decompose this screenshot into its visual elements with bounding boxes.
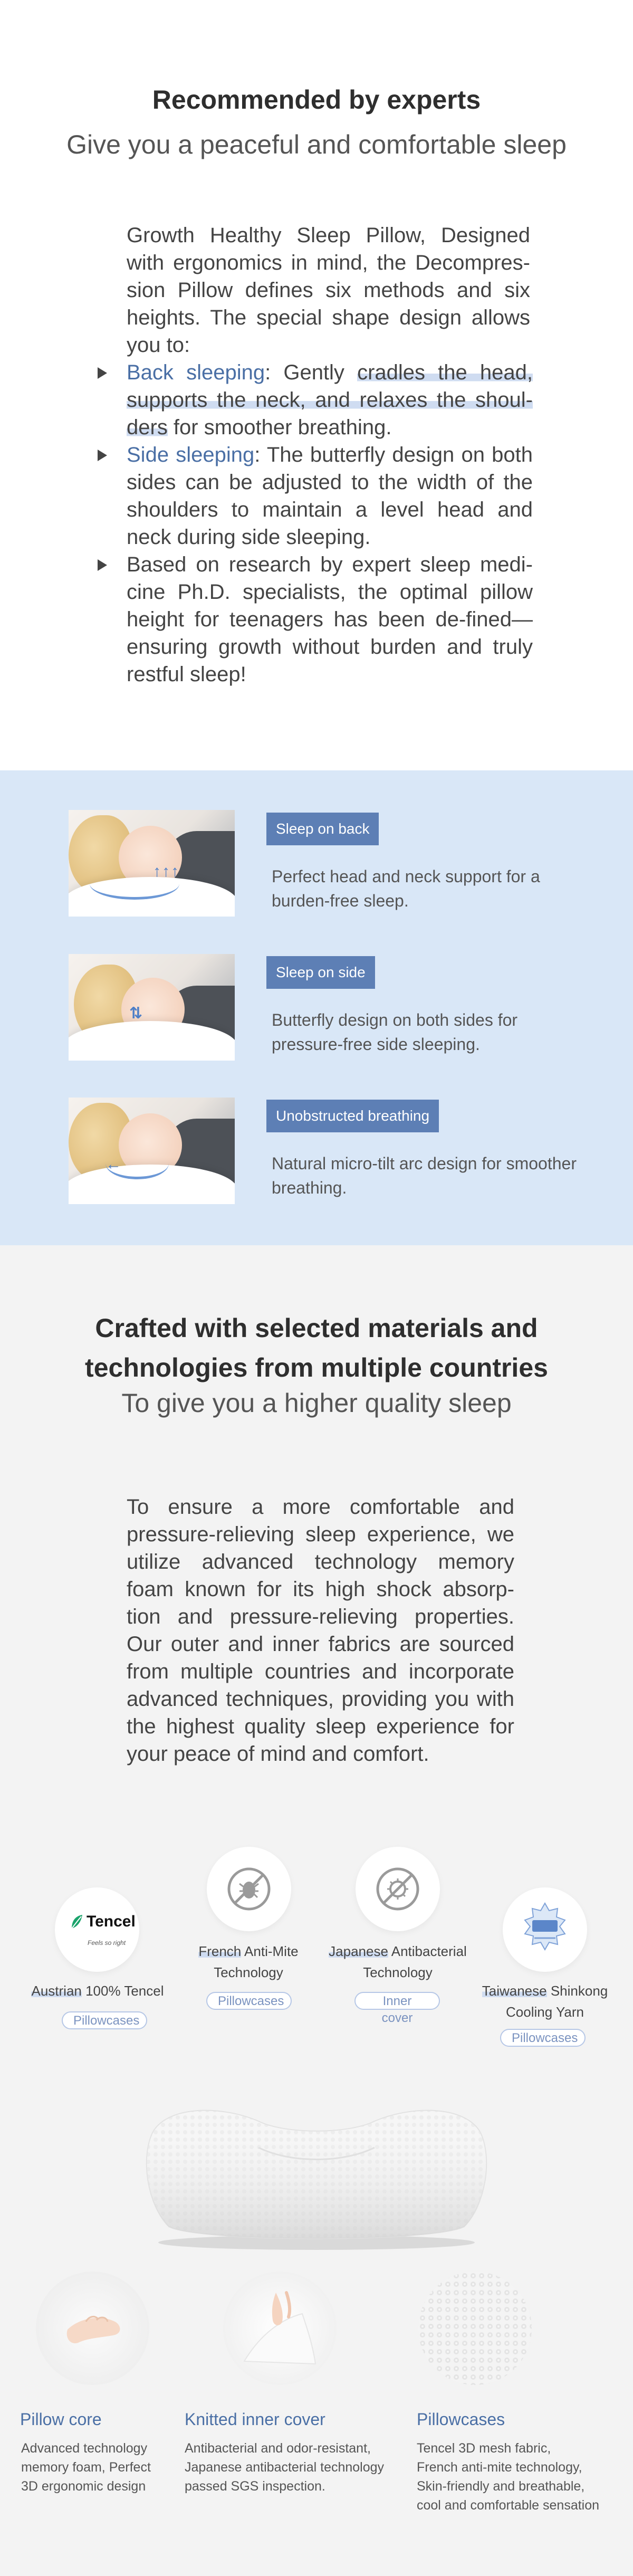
material-label: Shinkong: [546, 1983, 608, 1999]
feature-tag-breathing: Unobstructed breathing: [266, 1100, 439, 1132]
material-label: Cooling Yarn: [506, 2004, 584, 2020]
material-origin: Japanese: [329, 1943, 388, 1959]
material-name-anti-mite: [177, 1941, 320, 1983]
intro-paragraph: Growth Healthy Sleep Pillow, Designed with ergonomics in mind, the Decompres-sion Pillow defines six methods and six heights. The special shape design allows you to:: [127, 224, 530, 357]
usage-pill: Inner cover: [354, 1992, 440, 2010]
shinkong-logo: [503, 1887, 587, 1972]
feature-desc-side: Butterfly design on both sides for pressure-free side sleeping.: [272, 1010, 518, 1054]
material-label: 100% Tencel: [81, 1983, 164, 1999]
arrow-left-icon: ←: [106, 1156, 122, 1173]
bullet-triangle-icon: [98, 450, 107, 461]
material-label: Technology: [214, 1964, 283, 1980]
feature-desc-core: Advanced technology memory foam, Perfect 3D ergonomic design: [21, 2441, 151, 2494]
arrow-up-icon: ↑↑↑: [153, 863, 180, 880]
pillow-core-image: [36, 2272, 149, 2385]
logo-text: Tencel: [87, 1913, 136, 1930]
materials-paragraph: To ensure a more comfortable and pressure-relieving sleep experience, we utilize advanced technology memory foam known for its high shock absorp-tion and pressure-relieving properties. Our outer and inner fabrics are sourced from multiple countries and incorporate advanced techniques, providing you with the highest quality sleep experience for your peace of mind and comfort.: [127, 1495, 514, 1766]
inner-cover-image: [223, 2272, 337, 2385]
feature-tag-back: Sleep on back: [266, 813, 379, 845]
title-line-2: technologies from multiple countries: [85, 1353, 548, 1382]
feature-title-inner-cover: Knitted inner cover: [185, 2410, 325, 2429]
sleep-position-section: [0, 770, 633, 1245]
expert-recommendation-section: [0, 0, 633, 770]
tencel-logo: [55, 1887, 139, 1972]
feature-desc-inner-cover: Antibacterial and odor-resistant, Japanese antibacterial technology passed SGS inspection.: [185, 2441, 385, 2494]
material-name-antibacterial: [319, 1941, 477, 1983]
usage-pill: Pillowcases: [62, 2011, 147, 2029]
title-line-1: Crafted with selected materials and: [95, 1313, 538, 1343]
antibacterial-icon-circle: [356, 1847, 440, 1931]
bullet-text: Based on research by expert sleep medi-cine Ph.D. specialists, the optimal pillow height for teenagers has been de-fined—ensuring growth without burden and truly restful sleep!: [127, 553, 533, 686]
leaf-icon: [71, 1914, 83, 1930]
back-sleep-photo: [69, 810, 235, 917]
logo-tagline: Feels so right: [88, 1939, 126, 1947]
side-sleep-photo: [69, 954, 235, 1061]
feature-desc-pillowcases: Tencel 3D mesh fabric, French anti-mite technology, Skin-friendly and breathable, cool and comfortable sensation: [417, 2441, 600, 2513]
feature-title-pillowcases: Pillowcases: [417, 2410, 505, 2429]
material-label: Technology: [363, 1964, 433, 1980]
material-label: Anti-Mite: [241, 1943, 299, 1959]
section-title: Recommended by experts: [152, 85, 481, 115]
bullet-keyword: Back sleeping: [127, 361, 265, 384]
section-subtitle: To give you a higher quality sleep: [121, 1388, 512, 1418]
anti-mite-icon-circle: [207, 1847, 291, 1931]
material-origin: French: [198, 1943, 242, 1959]
breathing-photo: [69, 1098, 235, 1204]
bullet-text: for smoother breathing.: [167, 416, 392, 439]
usage-pill: Pillowcases: [500, 2029, 586, 2047]
pillow-product-image: [137, 2084, 496, 2253]
feature-tag-side: Sleep on side: [266, 956, 375, 989]
highlighted-text: cradles the head, supports the neck, and relaxes the shoul-ders: [127, 361, 533, 439]
feature-title-core: Pillow core: [20, 2410, 102, 2429]
antibacterial-icon: [356, 1847, 440, 1931]
bullet-text: : Gently: [265, 361, 358, 384]
section-subtitle: Give you a peaceful and comfortable sleep: [66, 130, 567, 159]
bullet-text: : The butterfly design on both sides can be adjusted to the width of the shoulders to maintain a level head and neck during side sleeping.: [127, 443, 533, 549]
pillowcase-fabric-image: [418, 2272, 532, 2385]
material-origin: Taiwanese: [482, 1983, 547, 1999]
bullet-triangle-icon: [98, 367, 107, 379]
bullet-triangle-icon: [98, 559, 107, 571]
bullet-keyword: Side sleeping: [127, 443, 255, 466]
materials-section: [0, 1245, 633, 2576]
material-label: Antibacterial: [388, 1943, 467, 1959]
arrow-updown-icon: ⇅: [129, 1005, 144, 1022]
anti-mite-icon: [207, 1847, 291, 1931]
list-item: [98, 551, 533, 688]
usage-pill: Pillowcases: [206, 1992, 292, 2010]
material-name-tencel: [21, 1980, 174, 2001]
feature-desc-breathing: Natural micro-tilt arc design for smoother breathing.: [272, 1154, 577, 1197]
list-item: [98, 441, 533, 551]
cooling-yarn-icon: [503, 1887, 587, 1972]
material-origin: Austrian: [31, 1983, 82, 1999]
list-item: [98, 359, 533, 441]
material-name-shinkong: [464, 1980, 626, 2022]
section-title: [0, 1309, 633, 1388]
feature-desc-back: Perfect head and neck support for a burden-free sleep.: [272, 867, 540, 910]
benefit-list: [98, 359, 533, 688]
